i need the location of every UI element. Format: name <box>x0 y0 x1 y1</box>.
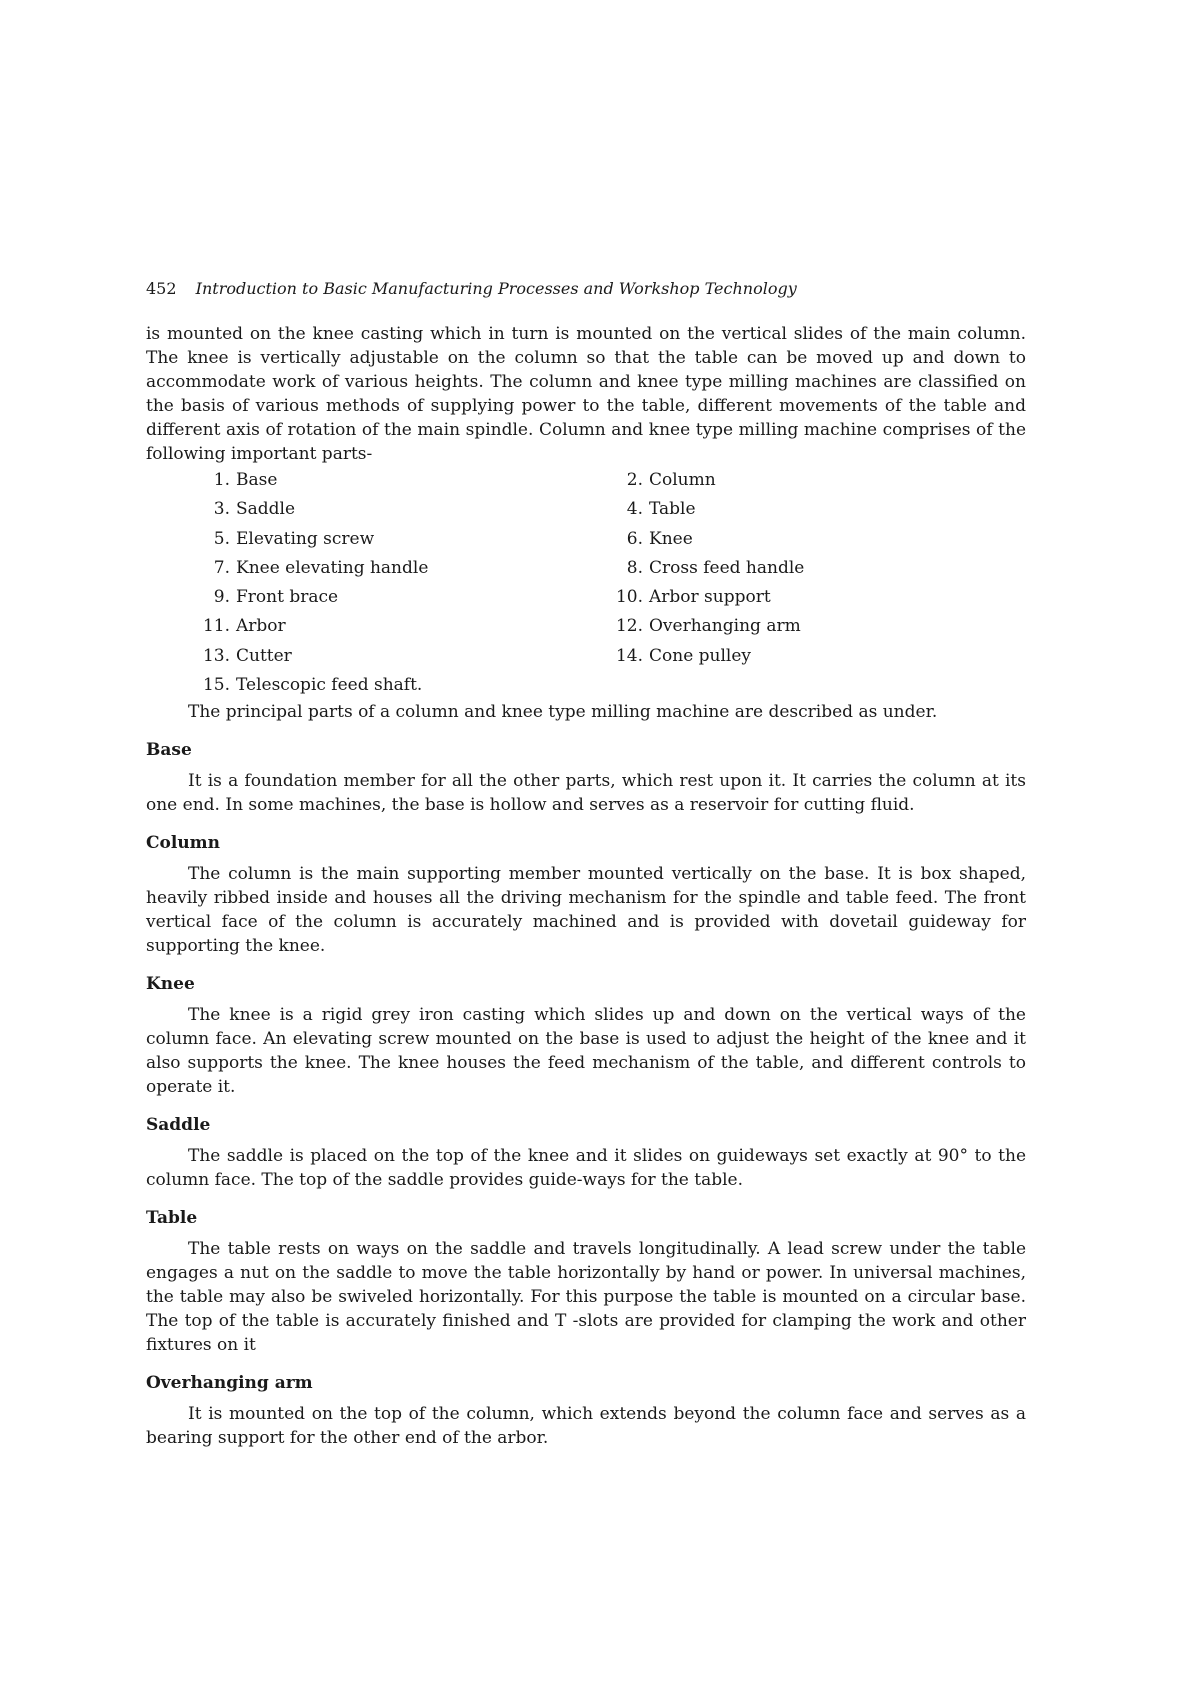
list-item-number: 6. <box>626 528 643 549</box>
list-item-label: Elevating screw <box>236 528 375 549</box>
book-title: Introduction to Basic Manufacturing Processes and Workshop Technology <box>195 279 797 298</box>
section-heading-column: Column <box>146 833 221 854</box>
list-item-number: 10. <box>615 587 643 608</box>
list-item-number: 3. <box>213 499 230 520</box>
list-item-label: Base <box>236 470 278 490</box>
list-item-label: Overhanging arm <box>649 616 801 637</box>
list-item <box>559 495 972 524</box>
list-item-label: Front brace <box>236 587 339 608</box>
list-item-label: Cutter <box>236 645 292 666</box>
list-item-number: 12. <box>615 616 643 637</box>
list-item-number: 7. <box>213 557 230 578</box>
section-paragraph-base: It is a foundation member for all the other parts, which rest upon it. It carries the column at its one end. In some machines, the base is hollow and serves as a reservoir for cutting fluid. <box>146 771 1026 816</box>
list-item-label: Knee <box>649 528 693 549</box>
list-item-number: 2. <box>626 470 643 490</box>
list-item <box>146 525 559 554</box>
list-item <box>559 554 972 583</box>
section-paragraph-column: The column is the main supporting member mounted vertically on the base. It is box shaped, heavily ribbed inside and houses all the driving mechanism for the spindle and table feed. The front vertical face of the column is accurately machined and is provided with dovetail guideway for supporting the knee. <box>146 864 1026 957</box>
section-paragraph-knee: The knee is a rigid grey iron casting which slides up and down on the vertical ways of the column face. An elevating screw mounted on the base is used to adjust the height of the knee and it also supports the knee. The knee houses the feed mechanism of the table, and different controls to operate it. <box>146 1005 1026 1098</box>
list-item-label: Cone pulley <box>649 645 752 666</box>
list-item <box>146 583 559 612</box>
list-item <box>559 466 972 495</box>
list-item <box>559 642 972 671</box>
list-item <box>559 583 972 612</box>
list-item <box>559 612 972 641</box>
list-item-label: Arbor support <box>649 587 771 608</box>
list-item <box>146 612 559 641</box>
section-heading-saddle: Saddle <box>146 1115 211 1136</box>
list-item-label: Knee elevating handle <box>236 557 429 578</box>
list-item-number: 5. <box>213 528 230 549</box>
section-paragraph-overhanging-arm: It is mounted on the top of the column, which extends beyond the column face and serves as a bearing support for the other end of the arbor. <box>146 1404 1026 1449</box>
list-item-label: Column <box>649 470 716 490</box>
list-item-number: 9. <box>213 587 230 608</box>
list-item-label: Table <box>649 499 696 520</box>
page-number: 452 <box>146 279 177 298</box>
intro-paragraph: is mounted on the knee casting which in turn is mounted on the vertical slides of the main column. The knee is vertically adjustable on the column so that the table can be moved up and down to accommodate work of various heights. The column and knee type milling machines are classified on the basis of various methods of supplying power to the table, different movements of the table and different axis of rotation of the main spindle. Column and knee type milling machine comprises of the following important parts- <box>146 324 1026 464</box>
list-item <box>146 642 559 671</box>
list-item-label: Saddle <box>236 499 296 520</box>
list-item-number: 8. <box>626 557 643 578</box>
parts-list <box>146 466 1026 700</box>
list-item <box>146 671 559 700</box>
list-item-label: Cross feed handle <box>649 557 805 578</box>
list-item <box>146 554 559 583</box>
body-text <box>146 322 1026 1450</box>
list-item-number: 14. <box>615 645 643 666</box>
section-paragraph-table: The table rests on ways on the saddle and travels longitudinally. A lead screw under the table engages a nut on the saddle to move the table horizontally by hand or power. In universal machines, the table may also be swiveled horizontally. For this purpose the table is mounted on a circular base. The top of the table is accurately finished and T -slots are provided for clamping the work and other fixtures on it <box>146 1239 1026 1356</box>
list-item <box>146 495 559 524</box>
section-heading-base: Base <box>146 740 192 761</box>
section-heading-table: Table <box>146 1208 198 1229</box>
list-item <box>559 525 972 554</box>
running-header <box>146 278 1026 300</box>
list-item <box>146 466 559 495</box>
list-item-number: 4. <box>626 499 643 520</box>
section-heading-knee: Knee <box>146 974 195 995</box>
section-paragraph-saddle: The saddle is placed on the top of the knee and it slides on guideways set exactly at 90° to the column face. The top of the saddle provides guide-ways for the table. <box>146 1146 1026 1191</box>
list-item-label: Telescopic feed shaft. <box>236 675 423 696</box>
section-heading-overhanging-arm: Overhanging arm <box>146 1373 313 1394</box>
list-item-label: Arbor <box>236 616 286 637</box>
after-list-paragraph: The principal parts of a column and knee type milling machine are described as under. <box>188 702 938 723</box>
list-item-number: 15. <box>202 675 230 696</box>
list-item-number: 13. <box>202 645 230 666</box>
list-item-number: 1. <box>213 470 230 490</box>
list-item-number: 11. <box>202 616 230 637</box>
